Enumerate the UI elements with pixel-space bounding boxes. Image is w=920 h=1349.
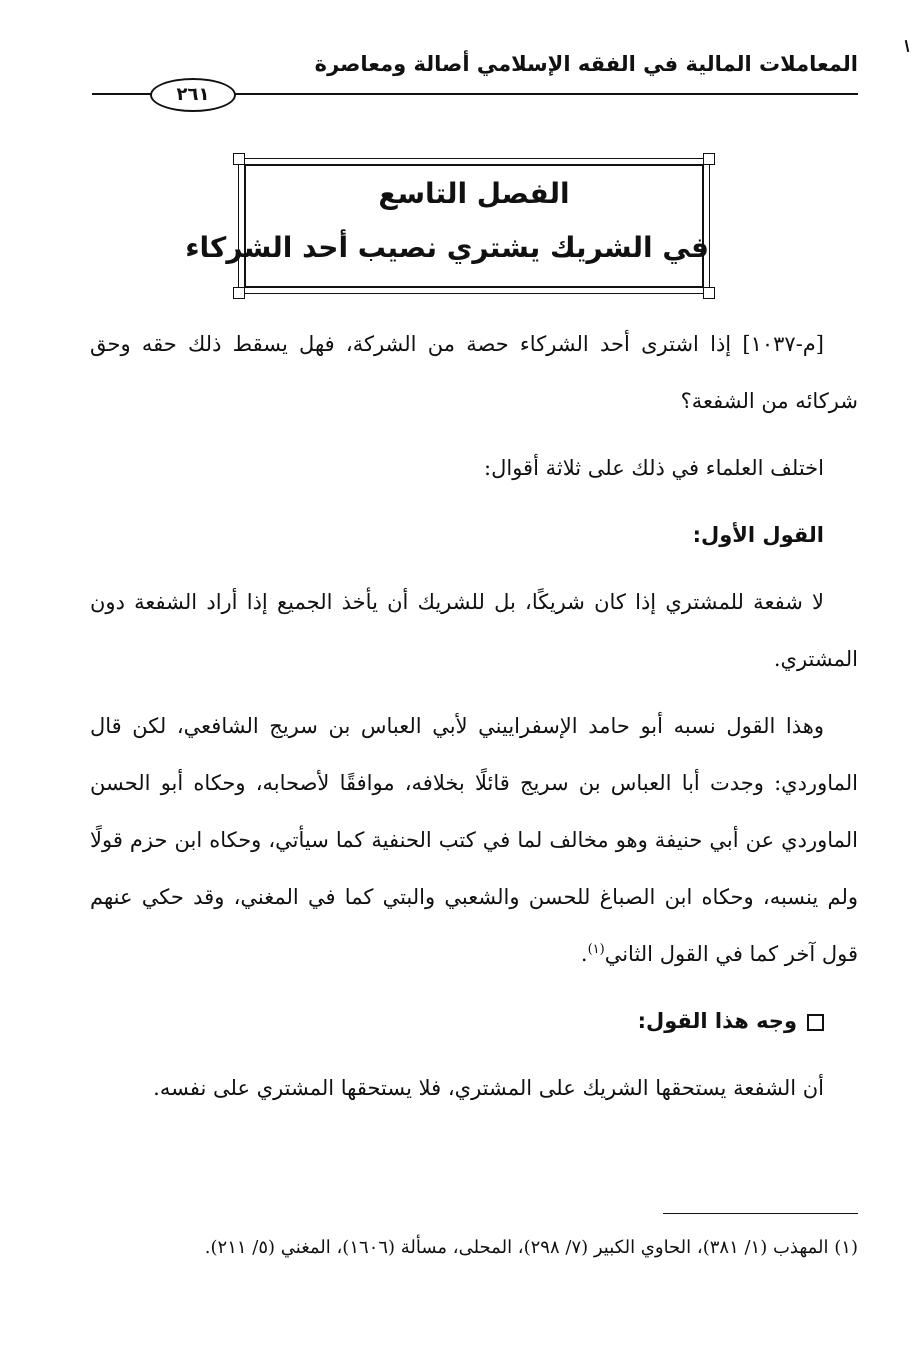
footnote-1: (١) المهذب (١/ ٣٨١)، الحاوي الكبير (٧/ ٢٩٨)، المحلى، مسألة (١٦٠٦)، المغني (٥/ ٢١١). xyxy=(204,1237,858,1258)
square-bullet-icon xyxy=(807,1014,824,1031)
heading-reasoning-text: وجه هذا القول: xyxy=(637,1009,797,1033)
heading-reasoning xyxy=(90,993,858,1050)
frame-corner xyxy=(703,287,715,299)
footnote-ref[interactable]: (١) xyxy=(587,942,605,957)
frame-corner xyxy=(233,153,245,165)
paragraph-reasoning: أن الشفعة يستحقها الشريك على المشتري، فلا يستحقها المشتري على نفسه. xyxy=(153,1076,824,1100)
attribution-end: . xyxy=(580,942,588,966)
chapter-number: الفصل التاسع xyxy=(378,177,570,210)
page-number: ٢٦١ xyxy=(150,78,236,112)
footnotes xyxy=(90,1228,858,1268)
body-text xyxy=(90,316,858,1127)
frame-corner xyxy=(703,153,715,165)
frame-corner xyxy=(233,287,245,299)
heading-first-opinion: القول الأول: xyxy=(692,523,824,547)
paragraph-first-opinion: لا شفعة للمشتري إذا كان شريكًا، بل للشريك أن يأخذ الجميع إذا أراد الشفعة دون المشتري. xyxy=(90,590,858,671)
paragraph-attribution xyxy=(90,698,858,983)
paragraph-intro: اختلف العلماء في ذلك على ثلاثة أقوال: xyxy=(484,456,824,480)
margin-mark xyxy=(905,40,909,52)
footnote-rule xyxy=(663,1213,858,1214)
chapter-title-box xyxy=(185,158,710,294)
paragraph-question: [م-١٠٣٧] إذا اشترى أحد الشركاء حصة من الشركة، فهل يسقط ذلك حقه وحق شركائه من الشفعة؟ xyxy=(90,332,858,413)
chapter-title: في الشريك يشتري نصيب أحد الشركاء xyxy=(185,231,709,264)
running-title: المعاملات المالية في الفقه الإسلامي أصالة ومعاصرة xyxy=(314,52,858,76)
attribution-text: وهذا القول نسبه أبو حامد الإسفراييني لأبي العباس بن سريج الشافعي، لكن قال الماوردي: وجدت أبا العباس بن سريج قائلًا بخلافه، موافقًا لأصحابه، وحكاه أبو الحسن الماوردي عن أبي حنيفة وهو مخالف لما في كتب الحنفية كما سيأتي، وحكاه ابن حزم قولًا ولم ينسبه، وحكاه ابن الصباغ للحسن والشعبي والبتي كما في المغني، وقد حكي عنهم قول آخر كما في القول الثاني xyxy=(90,714,858,966)
